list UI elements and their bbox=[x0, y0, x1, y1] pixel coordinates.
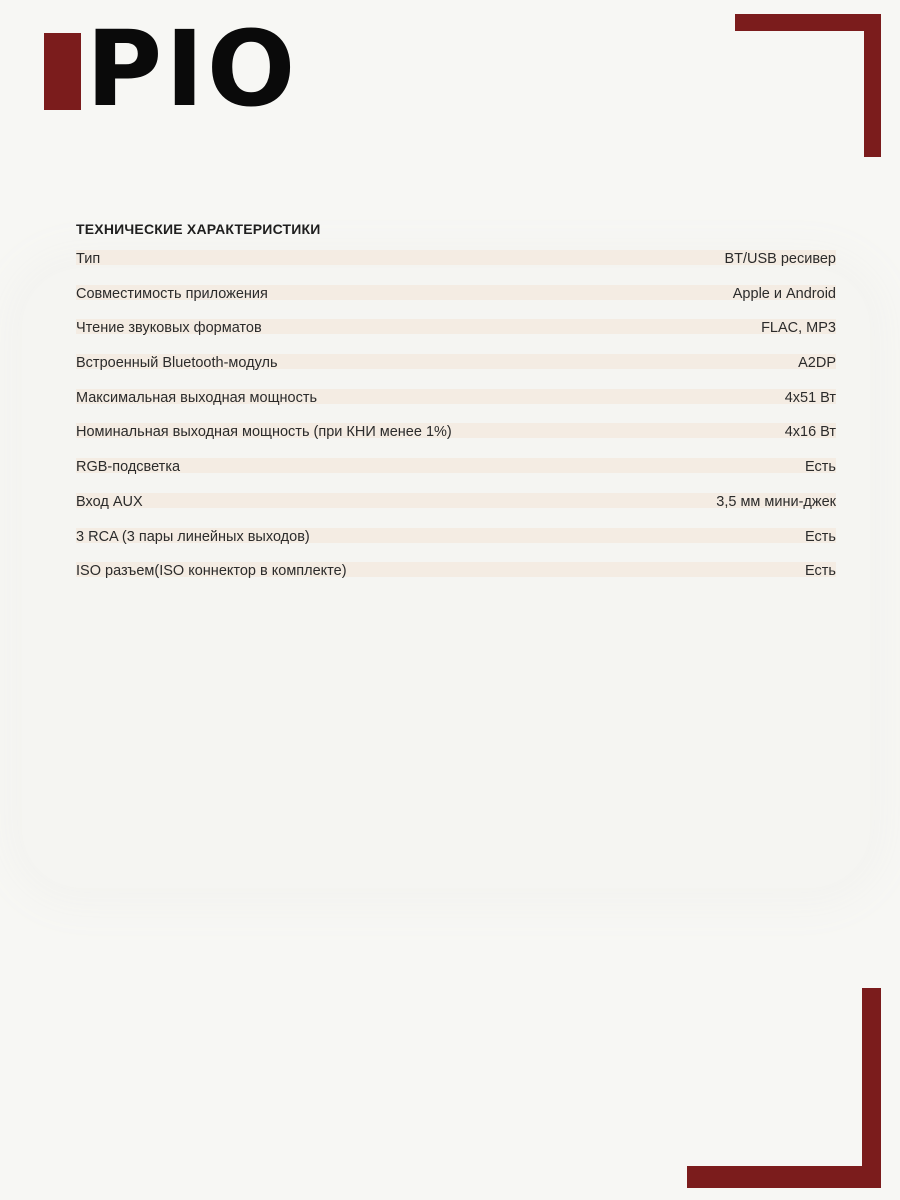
spec-row bbox=[76, 319, 836, 354]
spec-row bbox=[76, 250, 836, 285]
corner-decoration-top-right bbox=[735, 14, 881, 31]
spec-label: ISO разъем(ISO коннектор в комплекте) bbox=[76, 563, 347, 580]
spec-value: Есть bbox=[805, 528, 836, 545]
spec-row bbox=[76, 389, 836, 424]
corner-decoration-bottom-right bbox=[687, 1166, 881, 1188]
spec-label: RGB-подсветка bbox=[76, 459, 181, 476]
spec-value: Есть bbox=[805, 563, 836, 580]
spec-label: Вход AUX bbox=[76, 493, 143, 510]
spec-label: Номинальная выходная мощность (при КНИ менее 1%) bbox=[76, 424, 452, 441]
spec-value: Есть bbox=[805, 459, 836, 476]
spec-value: Apple и Android bbox=[732, 285, 836, 302]
brand-logo: PIO bbox=[86, 8, 299, 130]
spec-label: Чтение звуковых форматов bbox=[76, 320, 262, 337]
spec-row bbox=[76, 354, 836, 389]
specs-title: ТЕХНИЧЕСКИЕ ХАРАКТЕРИСТИКИ bbox=[76, 221, 321, 237]
spec-label: Совместимость приложения bbox=[76, 285, 268, 302]
spec-row bbox=[76, 562, 836, 597]
specs-table bbox=[76, 214, 836, 597]
spec-row bbox=[76, 493, 836, 528]
row-stripe bbox=[76, 458, 836, 473]
logo-bar bbox=[44, 33, 81, 110]
spec-label: Встроенный Bluetooth-модуль bbox=[76, 355, 278, 372]
spec-row bbox=[76, 528, 836, 563]
corner-decoration-bottom-right-vertical bbox=[862, 988, 881, 1188]
spec-value: 4x16 Вт bbox=[784, 424, 836, 441]
spec-row bbox=[76, 458, 836, 493]
row-stripe bbox=[76, 250, 836, 265]
spec-label: Максимальная выходная мощность bbox=[76, 389, 318, 406]
spec-value: 3,5 мм мини-джек bbox=[716, 493, 836, 510]
spec-row bbox=[76, 285, 836, 320]
corner-decoration-top-right-vertical bbox=[864, 14, 881, 157]
spec-value: A2DP bbox=[798, 355, 836, 372]
spec-label: 3 RCA (3 пары линейных выходов) bbox=[76, 528, 310, 545]
spec-row bbox=[76, 423, 836, 458]
spec-value: 4x51 Вт bbox=[784, 389, 836, 406]
spec-value: BT/USB ресивер bbox=[724, 251, 836, 267]
spec-label: Тип bbox=[76, 251, 101, 267]
spec-value: FLAC, MP3 bbox=[761, 320, 836, 337]
